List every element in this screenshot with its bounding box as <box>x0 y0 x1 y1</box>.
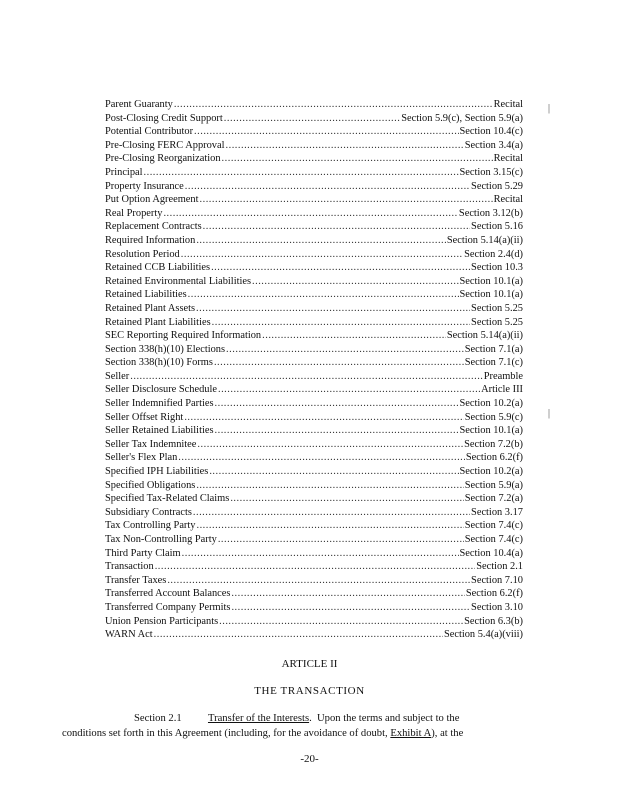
article-title: THE TRANSACTION <box>254 685 365 697</box>
index-reference: Section 6.2(f) <box>465 452 523 464</box>
dot-leader <box>200 193 493 207</box>
index-term: Retained Plant Liabilities <box>105 316 211 328</box>
index-entry <box>105 139 523 153</box>
dot-leader <box>218 533 464 547</box>
index-term: Union Pension Participants <box>105 615 219 627</box>
index-entry <box>105 519 523 533</box>
index-term: Put Option Agreement <box>105 194 199 206</box>
index-term: Specified Obligations <box>105 479 196 491</box>
index-term: Seller Indemnified Parties <box>105 398 214 410</box>
index-term: Transferred Account Balances <box>105 588 231 600</box>
section-text-line-2-start: conditions set forth in this Agreement (including, for the avoidance of doubt, <box>62 728 388 739</box>
index-term: Pre-Closing Reorganization <box>105 153 221 165</box>
index-entry <box>105 492 523 506</box>
index-term: WARN Act <box>105 629 153 641</box>
index-reference: Section 7.4(c) <box>464 520 523 532</box>
index-reference: Section 5.25 <box>471 302 523 314</box>
index-reference: Section 5.9(c) <box>464 411 523 423</box>
dot-leader <box>222 152 493 166</box>
index-entry <box>105 628 523 642</box>
index-entry <box>105 275 523 289</box>
dot-leader <box>163 207 457 221</box>
index-term: Property Insurance <box>105 180 184 192</box>
dot-leader <box>167 574 470 588</box>
index-entry <box>105 411 523 425</box>
index-entry <box>105 506 523 520</box>
dot-leader <box>154 628 443 642</box>
index-term: Real Property <box>105 207 163 219</box>
index-term: Transfer Taxes <box>105 574 167 586</box>
index-entry <box>105 329 523 343</box>
index-reference: Section 10.1(a) <box>459 425 523 437</box>
dot-leader <box>226 343 464 357</box>
index-term: Required Information <box>105 234 196 246</box>
index-reference: Section 10.2(a) <box>459 398 523 410</box>
index-reference: Section 7.4(c) <box>464 534 523 545</box>
index-reference: Recital <box>493 194 523 206</box>
dot-leader <box>185 180 470 194</box>
index-reference: Section 7.1(a) <box>464 343 523 355</box>
index-term: Retained Plant Assets <box>105 302 196 314</box>
index-term: Seller <box>105 370 130 382</box>
index-reference: Section 7.10 <box>471 574 523 586</box>
index-reference: Section 7.2(a) <box>464 493 523 505</box>
index-term: Post-Closing Credit Support <box>105 112 223 124</box>
dot-leader <box>188 288 459 302</box>
dot-leader <box>196 479 463 493</box>
index-entry <box>105 547 523 561</box>
index-entry <box>105 615 523 629</box>
index-term: Section 338(h)(10) Forms <box>105 357 213 369</box>
margin-mark: | <box>548 103 551 114</box>
index-term: Seller Retained Liabilities <box>105 425 214 437</box>
index-entry <box>105 438 523 452</box>
index-entry <box>105 451 523 465</box>
index-reference: Recital <box>493 153 523 165</box>
index-term: Seller Tax Indemnitee <box>105 438 197 450</box>
dot-leader <box>212 316 470 330</box>
index-entry <box>105 356 523 370</box>
index-term: Retained CCB Liabilities <box>105 262 211 274</box>
dot-leader <box>194 125 458 139</box>
index-term: Seller's Flex Plan <box>105 452 178 464</box>
index-reference: Section 3.4(a) <box>464 139 523 151</box>
index-entry <box>105 207 523 221</box>
dot-leader <box>219 615 463 629</box>
dot-leader <box>215 424 459 438</box>
index-entry <box>105 302 523 316</box>
index-term: Specified Tax-Related Claims <box>105 493 230 505</box>
index-entry <box>105 343 523 357</box>
index-reference: Recital <box>493 99 523 110</box>
dot-leader <box>130 370 483 384</box>
dot-leader <box>196 302 470 316</box>
dot-leader <box>209 465 458 479</box>
dot-leader <box>197 438 463 452</box>
section-heading: Transfer of the Interests <box>207 713 310 724</box>
index-entry <box>105 248 523 262</box>
dot-leader <box>196 234 445 248</box>
index-reference: Section 10.1(a) <box>459 289 523 301</box>
index-term: SEC Reporting Required Information <box>105 330 262 342</box>
index-reference: Section 5.25 <box>471 316 523 328</box>
index-entry <box>105 424 523 438</box>
dot-leader <box>230 492 463 506</box>
index-entry <box>105 152 523 166</box>
dot-leader <box>224 112 400 126</box>
index-reference: Section 2.4(d) <box>464 248 523 260</box>
index-term: Seller Disclosure Schedule <box>105 384 217 396</box>
dot-leader <box>174 98 493 112</box>
index-term: Retained Liabilities <box>105 289 187 301</box>
index-entry <box>105 98 523 112</box>
index-term: Subsidiary Contracts <box>105 506 192 518</box>
index-reference: Section 5.9(a) <box>464 479 523 491</box>
index-entry <box>105 465 523 479</box>
index-entry <box>105 370 523 384</box>
index-reference: Section 2.1 <box>476 561 523 573</box>
index-term: Transaction <box>105 561 154 573</box>
index-reference: Section 10.4(a) <box>459 547 523 559</box>
dot-leader <box>193 506 470 520</box>
index-entry <box>105 560 523 574</box>
index-reference: Section 7.1(c) <box>464 357 523 369</box>
section-2-1-paragraph <box>62 711 532 741</box>
dot-leader <box>178 451 465 465</box>
index-reference: Section 10.1(a) <box>459 275 523 287</box>
dot-leader <box>144 166 459 180</box>
index-term: Transferred Company Permits <box>105 601 231 613</box>
dot-leader <box>218 383 480 397</box>
article-number: ARTICLE II <box>281 658 338 670</box>
index-term: Potential Contributor <box>105 126 194 138</box>
index-term: Principal <box>105 166 143 178</box>
index-entry <box>105 574 523 588</box>
index-reference: Section 5.4(a)(viii) <box>443 629 523 641</box>
paragraph-line-2 <box>62 726 532 741</box>
index-entry <box>105 261 523 275</box>
index-reference: Section 5.29 <box>471 180 523 192</box>
exhibit-reference: Exhibit A <box>390 728 432 739</box>
index-term: Tax Controlling Party <box>105 520 196 532</box>
index-reference: Section 3.12(b) <box>458 207 523 219</box>
index-entry <box>105 180 523 194</box>
index-reference: Article III <box>481 384 523 396</box>
index-reference: Section 10.4(c) <box>459 126 523 138</box>
index-entry <box>105 533 523 547</box>
dot-leader <box>215 397 459 411</box>
index-reference: Section 3.10 <box>471 601 523 613</box>
dot-leader <box>155 560 476 574</box>
dot-leader <box>182 547 459 561</box>
index-entry <box>105 397 523 411</box>
index-reference: Section 3.15(c) <box>459 166 523 178</box>
dot-leader <box>214 356 464 370</box>
dot-leader <box>262 329 446 343</box>
index-entry <box>105 383 523 397</box>
index-term: Replacement Contracts <box>105 221 202 233</box>
dot-leader <box>226 139 464 153</box>
section-text-line-2-end: ), at the <box>431 728 464 739</box>
index-reference: Section 5.14(a)(ii) <box>446 234 523 246</box>
section-text-line-1: Upon the terms and subject to the <box>317 713 460 724</box>
index-term: Pre-Closing FERC Approval <box>105 139 225 151</box>
index-reference: Section 7.2(b) <box>464 438 523 450</box>
margin-mark: | <box>548 408 551 419</box>
paragraph-line-1: Section 2.1 Transfer of the Interests. Upon the terms and subject to the <box>134 713 460 724</box>
index-reference: Section 3.17 <box>471 506 523 518</box>
index-entry <box>105 193 523 207</box>
dot-leader <box>252 275 459 289</box>
defined-terms-index <box>105 98 523 642</box>
dot-leader <box>203 220 470 234</box>
dot-leader <box>181 248 463 262</box>
index-entry <box>105 220 523 234</box>
index-entry <box>105 166 523 180</box>
index-term: Third Party Claim <box>105 547 181 559</box>
index-entry <box>105 125 523 139</box>
section-number: Section 2.1 <box>134 713 182 724</box>
index-entry <box>105 601 523 615</box>
index-term: Seller Offset Right <box>105 411 184 423</box>
index-reference: Section 5.14(a)(ii) <box>446 330 523 342</box>
index-reference: Section 5.16 <box>471 221 523 233</box>
index-reference: Section 10.3 <box>471 262 523 274</box>
dot-leader <box>231 587 464 601</box>
index-reference: Section 6.3(b) <box>464 615 523 627</box>
index-entry <box>105 112 523 126</box>
index-entry <box>105 587 523 601</box>
index-entry <box>105 288 523 302</box>
index-term: Retained Environmental Liabilities <box>105 275 252 287</box>
index-reference: Preamble <box>483 370 523 382</box>
dot-leader <box>211 261 470 275</box>
index-reference: Section 5.9(c), Section 5.9(a) <box>401 112 523 124</box>
index-entry <box>105 234 523 248</box>
index-term: Tax Non-Controlling Party <box>105 534 217 545</box>
index-entry <box>105 316 523 330</box>
index-term: Resolution Period <box>105 248 180 260</box>
index-reference: Section 6.2(f) <box>465 588 523 600</box>
index-entry <box>105 479 523 493</box>
dot-leader <box>184 411 463 425</box>
index-reference: Section 10.2(a) <box>459 466 523 478</box>
dot-leader <box>196 519 463 533</box>
index-term: Specified IPH Liabilities <box>105 466 209 478</box>
index-term: Section 338(h)(10) Elections <box>105 343 226 355</box>
index-term: Parent Guaranty <box>105 99 173 110</box>
page-number: -20- <box>300 753 319 765</box>
dot-leader <box>231 601 470 615</box>
